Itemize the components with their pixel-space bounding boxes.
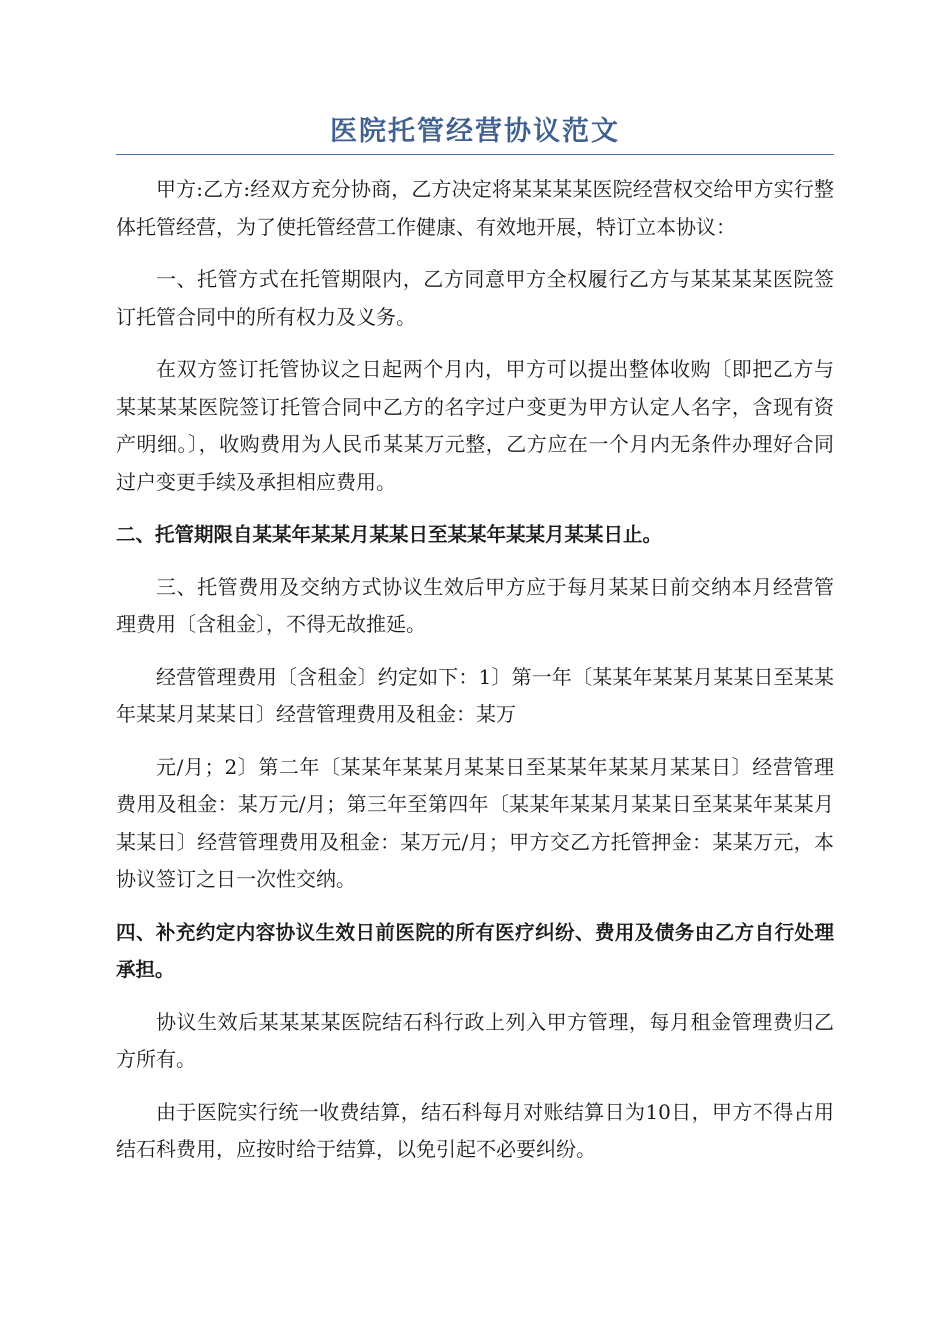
paragraph-clause-1-detail: 在双方签订托管协议之日起两个月内，甲方可以提出整体收购〔即把乙方与某某某某医院签订托管合同中乙方的名字过户变更为甲方认定人名字，含现有资产明细。〕，收购费用为人民币某某万元整，乙方应在一个月内无条件办理好合同过户变更手续及承担相应费用。 (116, 357, 834, 494)
document-page (116, 112, 834, 1184)
paragraph-clause-4-detail-1: 协议生效后某某某某医院结石科行政上列入甲方管理，每月租金管理费归乙方所有。 (116, 1009, 834, 1071)
document-title: 医院托管经营协议范文 (330, 116, 620, 147)
title-underline (116, 154, 834, 155)
paragraph-clause-3-fee-1: 经营管理费用〔含租金〕约定如下：1〕第一年〔某某年某某月某某日至某某年某某月某某日〕经营管理费用及租金：某万 (116, 664, 834, 726)
paragraph-clause-1: 一、托管方式在托管期限内，乙方同意甲方全权履行乙方与某某某某医院签订托管合同中的所有权力及义务。 (116, 267, 834, 329)
paragraph-clause-2: 二、托管期限自某某年某某月某某日至某某年某某月某某日止。 (116, 523, 663, 546)
paragraph-clause-3: 三、托管费用及交纳方式协议生效后甲方应于每月某某日前交纳本月经营管理费用〔含租金〕，不得无故推延。 (116, 574, 834, 636)
paragraph-clause-3-fee-2: 元/月；2〕第二年〔某某年某某月某某日至某某年某某月某某日〕经营管理费用及租金：某万元/月；第三年至第四年〔某某年某某月某某日至某某年某某月某某日〕经营管理费用及租金：某万元/月；甲方交乙方托管押金：某某万元，本协议签订之日一次性交纳。 (116, 754, 834, 891)
paragraph-clause-4-detail-2: 由于医院实行统一收费结算，结石科每月对账结算日为10日，甲方不得占用结石科费用，应按时给于结算，以免引起不必要纠纷。 (116, 1099, 834, 1161)
paragraph-clause-4: 四、补充约定内容协议生效日前医院的所有医疗纠纷、费用及债务由乙方自行处理承担。 (116, 920, 834, 981)
paragraph-intro: 甲方:乙方:经双方充分协商，乙方决定将某某某某医院经营权交给甲方实行整体托管经营，为了使托管经营工作健康、有效地开展，特订立本协议： (116, 177, 834, 239)
